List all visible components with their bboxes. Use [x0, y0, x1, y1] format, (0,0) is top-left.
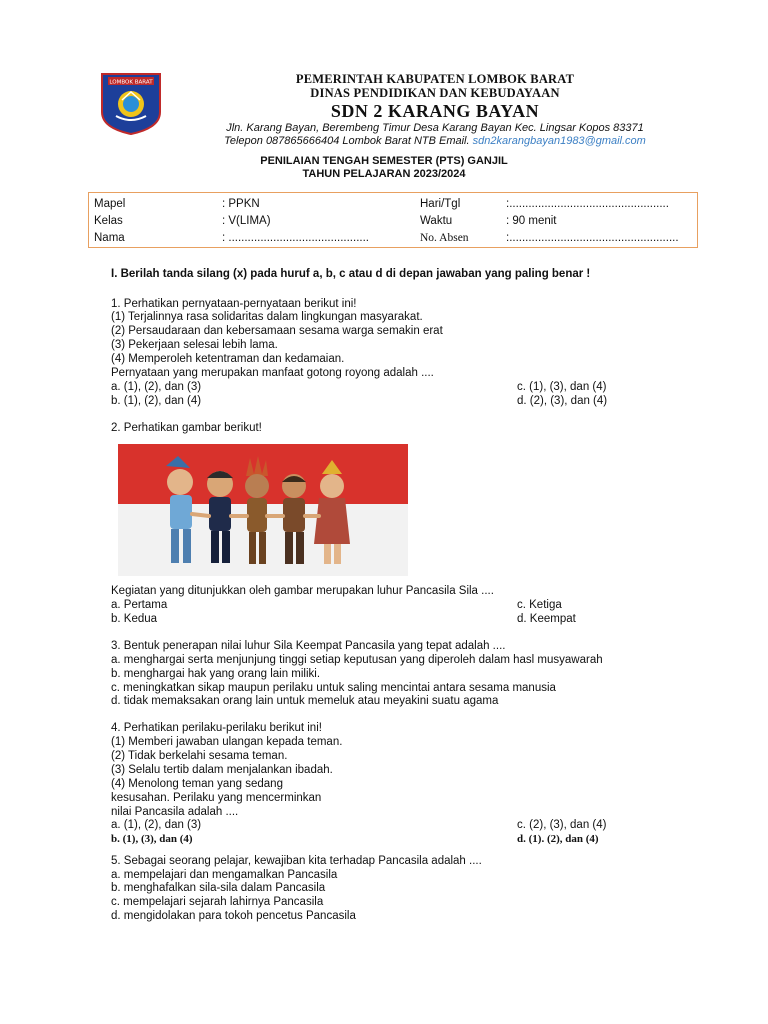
q2-stem: 2. Perhatikan gambar berikut! [111, 422, 262, 434]
q3-stem: 3. Bentuk penerapan nilai luhur Sila Keempat Pancasila yang tepat adalah .... [111, 640, 506, 652]
unity-illustration [118, 444, 408, 576]
q4-stem: 4. Perhatikan perilaku-perilaku berikut ini! [111, 722, 322, 734]
q4-statement-4b: kesusahan. Perilaku yang mencerminkan [111, 792, 322, 804]
instruction: I. Berilah tanda silang (x) pada huruf a, b, c atau d di depan jawaban yang paling benar ! [111, 268, 591, 280]
q1-option-b[interactable]: b. (1), (2), dan (4) [111, 395, 202, 407]
q4-option-b[interactable]: b. (1), (3), dan (4) [111, 833, 193, 845]
q1-question: Pernyataan yang merupakan manfaat gotong royong adalah .... [111, 367, 434, 379]
hari-field[interactable]: :.................................................. [506, 198, 669, 210]
waktu-label: Waktu [420, 215, 453, 227]
q2-option-a[interactable]: a. Pertama [111, 599, 168, 611]
q4-statement-1: (1) Memberi jawaban ulangan kepada teman. [111, 736, 343, 748]
absen-field[interactable]: :..................................................... [506, 232, 679, 244]
absen-label: No. Absen [420, 232, 469, 244]
school-logo [100, 72, 162, 136]
q3-option-b[interactable]: b. menghargai hak yang orang lain miliki. [111, 668, 321, 680]
waktu-value: : 90 menit [506, 215, 557, 227]
identity-box [88, 192, 698, 248]
q4-statement-2: (2) Tidak berkelahi sesama teman. [111, 750, 288, 762]
mapel-label: Mapel [94, 198, 126, 210]
q1-statement-2: (2) Persaudaraan dan kebersamaan sesama warga semakin erat [111, 325, 443, 337]
letterhead [190, 72, 680, 148]
q1-statement-3: (3) Pekerjaan selesai lebih lama. [111, 339, 278, 351]
q1-statement-1: (1) Terjalinnya rasa solidaritas dalam lingkungan masyarakat. [111, 311, 423, 323]
q1-option-d[interactable]: d. (2), (3), dan (4) [517, 395, 608, 407]
exam-year: TAHUN PELAJARAN 2023/2024 [302, 168, 466, 180]
q5-option-a[interactable]: a. mempelajari dan mengamalkan Pancasila [111, 869, 338, 881]
q4-question: nilai Pancasila adalah .... [111, 806, 239, 818]
q4-option-a[interactable]: a. (1), (2), dan (3) [111, 819, 202, 831]
q2-option-b[interactable]: b. Kedua [111, 613, 158, 625]
q1-option-c[interactable]: c. (1), (3), dan (4) [517, 381, 607, 393]
q5-option-b[interactable]: b. menghafalkan sila-sila dalam Pancasila [111, 882, 326, 894]
q1-stem: 1. Perhatikan pernyataan-pernyataan berikut ini! [111, 298, 357, 310]
phone-text: Telepon 087865666404 Lombok Barat NTB Email. [224, 135, 473, 147]
kelas-value: : V(LIMA) [222, 215, 271, 227]
mapel-value: : PPKN [222, 198, 260, 210]
hari-label: Hari/Tgl [420, 198, 461, 210]
exam-title: PENILAIAN TENGAH SEMESTER (PTS) GANJIL [260, 155, 508, 167]
q2-option-c[interactable]: c. Ketiga [517, 599, 562, 611]
q5-stem: 5. Sebagai seorang pelajar, kewajiban kita terhadap Pancasila adalah .... [111, 855, 482, 867]
kelas-label: Kelas [94, 215, 123, 227]
dept-line: DINAS PENDIDIKAN DAN KEBUDAYAAN [310, 86, 560, 100]
nama-label: Nama [94, 232, 125, 244]
q1-option-a[interactable]: a. (1), (2), dan (3) [111, 381, 202, 393]
nama-field[interactable]: : ............................................ [222, 232, 369, 244]
school-address: Jln. Karang Bayan, Berembeng Timur Desa Karang Bayan Kec. Lingsar Kopos 83371 [226, 122, 644, 134]
logo-text: LOMBOK BARAT [109, 79, 153, 86]
q4-option-d[interactable]: d. (1). (2), dan (4) [517, 833, 599, 845]
q2-question: Kegiatan yang ditunjukkan oleh gambar merupakan luhur Pancasila Sila .... [111, 585, 494, 597]
q3-option-a[interactable]: a. menghargai serta menjunjung tinggi setiap keputusan yang diperoleh dalam hasl musyawarah [111, 654, 603, 666]
email-link[interactable]: sdn2karangbayan1983@gmail.com [472, 135, 646, 147]
q1-statement-4: (4) Memperoleh ketentraman dan kedamaian. [111, 353, 345, 365]
q2-option-d[interactable]: d. Keempat [517, 613, 576, 625]
q3-option-d[interactable]: d. tidak memaksakan orang lain untuk memeluk atau meyakini suatu agama [111, 695, 499, 707]
gov-line: PEMERINTAH KABUPATEN LOMBOK BARAT [295, 72, 575, 86]
q5-option-c[interactable]: c. mempelajari sejarah lahirnya Pancasila [111, 896, 324, 908]
q4-option-c[interactable]: c. (2), (3), dan (4) [517, 819, 607, 831]
school-contact [190, 135, 680, 148]
q3-option-c[interactable]: c. meningkatkan sikap maupun perilaku untuk saling mencintai antara sesama manusia [111, 682, 556, 694]
q5-option-d[interactable]: d. mengidolakan para tokoh pencetus Pancasila [111, 910, 356, 922]
school-name: SDN 2 KARANG BAYAN [330, 101, 540, 121]
q4-statement-4: (4) Menolong teman yang sedang [111, 778, 283, 790]
q4-statement-3: (3) Selalu tertib dalam menjalankan ibadah. [111, 764, 333, 776]
